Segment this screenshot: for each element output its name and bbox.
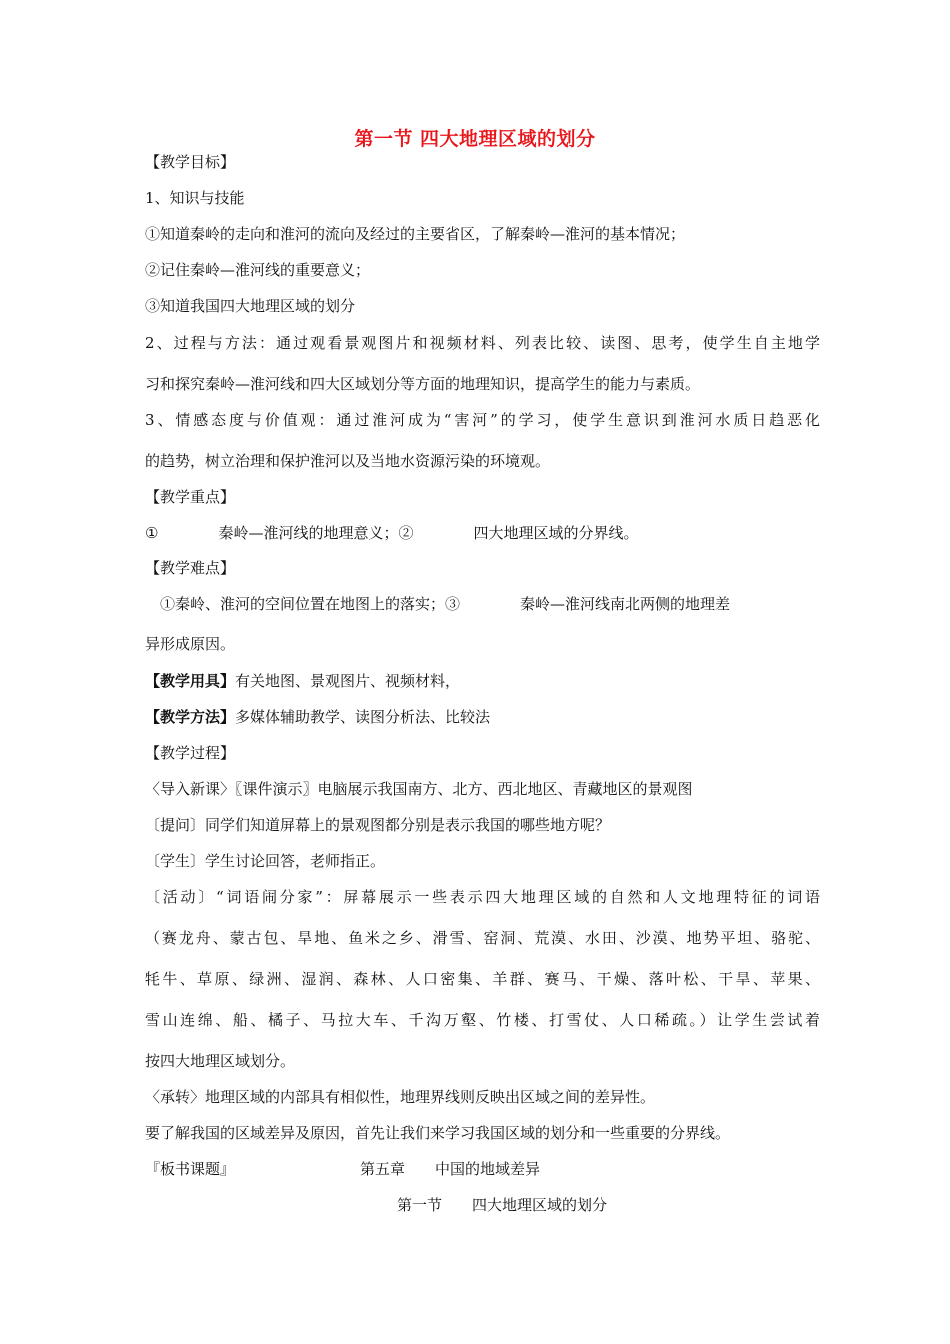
process-words-line-4: 按四大地理区域划分。	[145, 1052, 296, 1070]
knowledge-item-2: ②记住秦岭—淮河线的重要意义；	[145, 261, 371, 279]
emotion-goal-line-2: 的趋势，树立治理和保护淮河以及当地水资源污染的环境观。	[145, 452, 551, 470]
board-section: 第一节	[397, 1196, 443, 1214]
process-intro: 〈导入新课〉〖课件演示〗电脑展示我国南方、北方、西北地区、青藏地区的景观图	[145, 780, 693, 798]
methods-label: 【教学方法】	[145, 708, 236, 726]
board-chapter: 第五章	[360, 1160, 406, 1178]
key-point-1: 秦岭—淮河线的地理意义；②	[218, 524, 414, 542]
process-goal-line-1: 2、过程与方法：通过观看景观图片和视频材料、列表比较、读图、思考，使学生自主地学	[145, 334, 820, 352]
emotion-goal-line-1: 3、情感态度与价值观：通过淮河成为“害河”的学习，使学生意识到淮河水质日趋恶化	[145, 411, 820, 429]
difficulty-line-2: 异形成原因。	[145, 635, 236, 653]
methods-text: 多媒体辅助教学、读图分析法、比较法	[235, 708, 491, 726]
process-heading: 【教学过程】	[145, 744, 236, 762]
methods-line	[145, 707, 490, 727]
key-points-heading: 【教学重点】	[145, 488, 236, 506]
difficulty-item-2: 秦岭—淮河线南北两侧的地理差	[520, 595, 731, 613]
board-section-title: 四大地理区域的划分	[472, 1196, 608, 1214]
process-words-line-3: 雪山连绵、船、橘子、马拉大车、千沟万壑、竹楼、打雪仗、人口稀疏。）让学生尝试着	[145, 1011, 820, 1029]
tools-line	[145, 671, 460, 691]
process-transition-2: 要了解我国的区域差异及原因，首先让我们来学习我国区域的划分和一些重要的分界线。	[145, 1124, 731, 1142]
board-chapter-title: 中国的地域差异	[435, 1160, 541, 1178]
key-points-line	[145, 523, 638, 543]
tools-label: 【教学用具】	[145, 672, 236, 690]
board-title-line	[145, 1159, 235, 1179]
board-section-line	[397, 1195, 607, 1215]
difficulty-heading: 【教学难点】	[145, 559, 236, 577]
board-label: 『板书课题』	[145, 1160, 236, 1178]
knowledge-item-1: ①知道秦岭的走向和淮河的流向及经过的主要省区，了解秦岭—淮河的基本情况；	[145, 225, 686, 243]
key-point-number: ①	[145, 524, 159, 542]
process-question: 〔提问〕同学们知道屏幕上的景观图都分别是表示我国的哪些地方呢？	[145, 816, 611, 834]
tools-text: 有关地图、景观图片、视频材料，	[235, 672, 461, 690]
knowledge-title: 1、知识与技能	[145, 189, 245, 207]
process-words-line-1: （赛龙舟、蒙古包、旱地、鱼米之乡、滑雪、窑洞、荒漠、水田、沙漠、地势平坦、骆驼、	[145, 929, 820, 947]
process-transition: 〈承转〉地理区域的内部具有相似性，地理界线则反映出区域之间的差异性。	[145, 1088, 656, 1106]
process-activity: 〔活动〕“词语闹分家”：屏幕展示一些表示四大地理区域的自然和人文地理特征的词语	[145, 888, 820, 906]
page-title: 第一节 四大地理区域的划分	[354, 128, 596, 150]
key-point-2: 四大地理区域的分界线。	[473, 524, 639, 542]
board-chapter-line	[360, 1159, 540, 1179]
knowledge-item-3: ③知道我国四大地理区域的划分	[145, 297, 356, 315]
goals-heading: 【教学目标】	[145, 153, 236, 171]
process-words-line-2: 牦牛、草原、绿洲、湿润、森林、人口密集、羊群、赛马、干燥、落叶松、干旱、苹果、	[145, 970, 820, 988]
difficulty-line-1	[160, 594, 730, 614]
process-student: 〔学生〕学生讨论回答，老师指正。	[145, 852, 386, 870]
difficulty-item-1: ①秦岭、淮河的空间位置在地图上的落实；③	[160, 595, 461, 613]
process-goal-line-2: 习和探究秦岭—淮河线和四大区域划分等方面的地理知识，提高学生的能力与素质。	[145, 375, 701, 393]
